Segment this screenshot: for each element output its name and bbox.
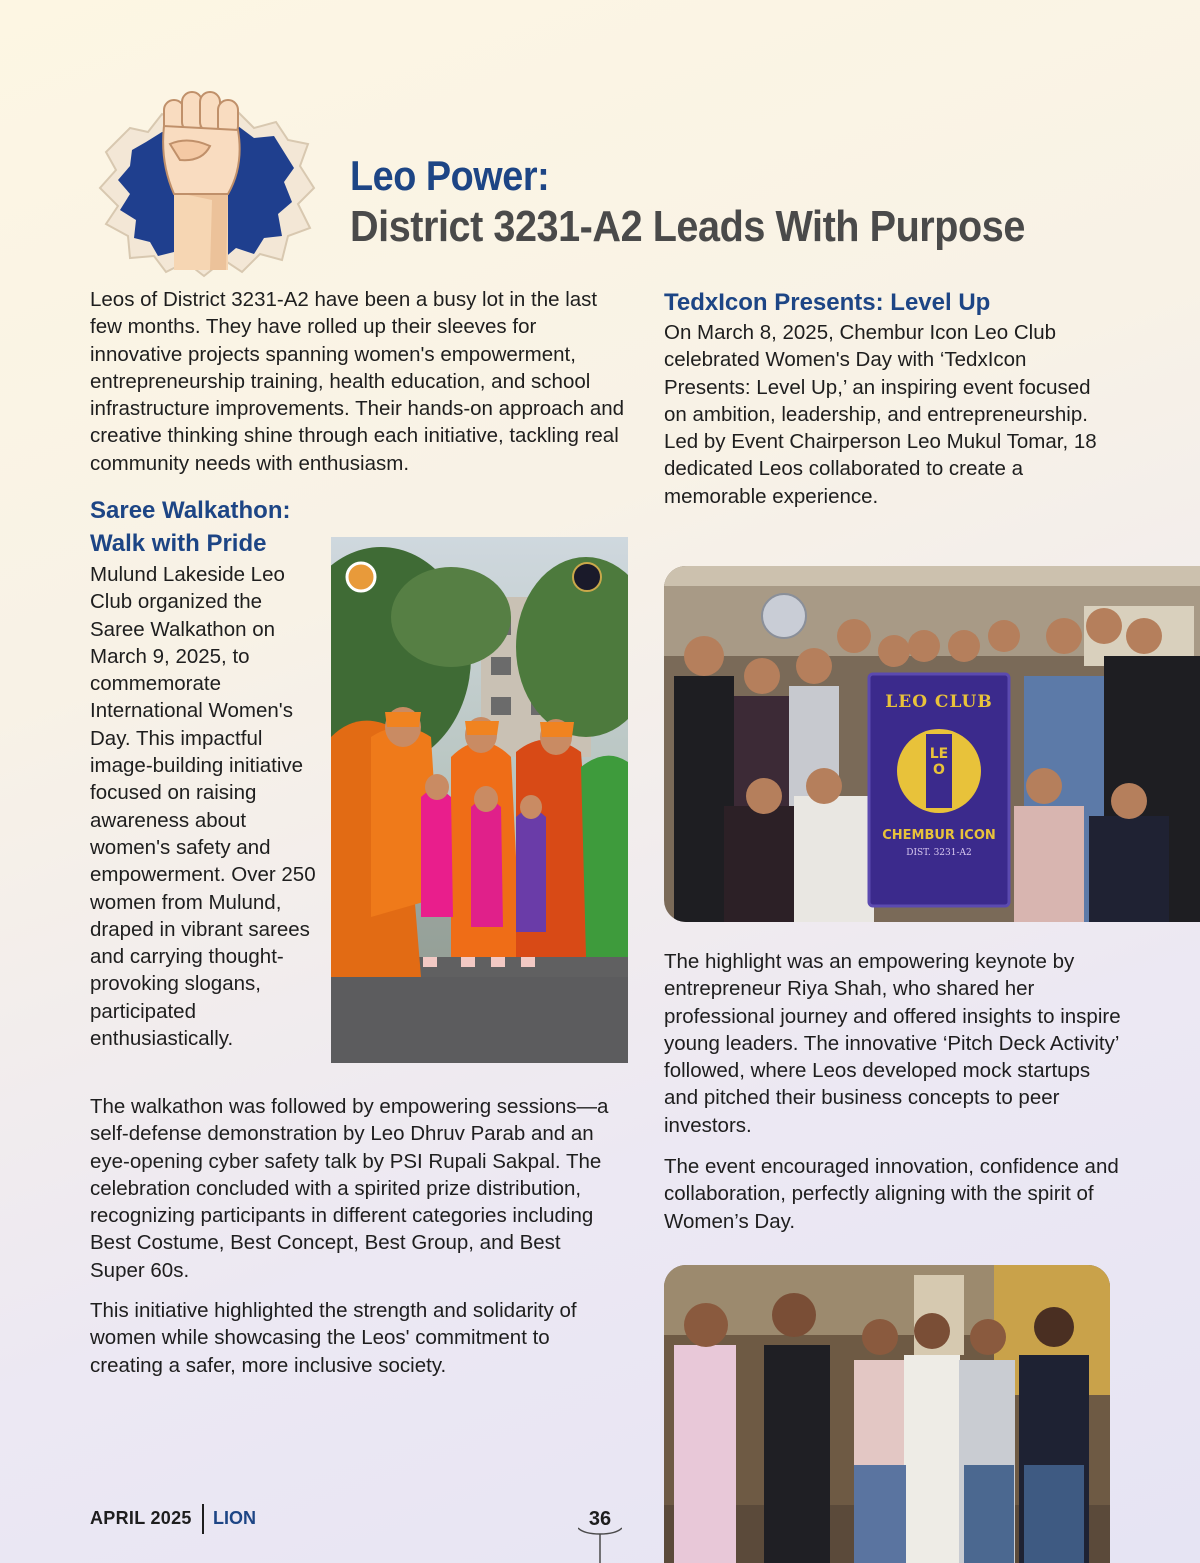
event-closing-paragraph: The event encouraged innovation, confidence and collaboration, perfectly aligning with the spirit of Women’s Day. (664, 1155, 1119, 1233)
issue-date: APRIL 2025 (90, 1508, 192, 1528)
walkathon-sessions-paragraph: The walkathon was followed by empowering sessions—a self-defense demonstration by Leo Dhruv Parab and an eye-opening cyber safety talk by PSI Rupali Sakpal. The celebration concluded with a spirited prize distribution, recognizing participants in different categories including Best Costume, Best Concept, Best Group, and Best Super 60s. (90, 1095, 609, 1282)
leo-club-banner-title: LEO CLUB (885, 692, 993, 712)
publication-name: LION (213, 1508, 256, 1528)
saree-walkathon-photo (331, 537, 628, 1063)
leo-club-banner-district: DIST. 3231-A2 (906, 848, 972, 858)
tedxicon-intro-paragraph: On March 8, 2025, Chembur Icon Leo Club celebrated Women's Day with ‘TedxIcon Presents: Level Up,’ an inspiring event focused on ambition, leadership, and entrepreneurship. Led by Event Chairperson Leo Mukul Tomar, 18 dedicated Leos collaborated to create a memorable experience. (664, 321, 1097, 508)
page-number: 36 (588, 1508, 612, 1530)
saree-walkathon-story: Mulund Lakeside Leo Club organized the Saree Walkathon on March 9, 2025, to commemorate International Women's Day. This impactful image-building initiative focused on raising awareness about women's safety and empowerment. Over 250 women from Mulund, draped in vibrant sarees and carrying thought-provoking slogans, participated enthusiastically. (90, 563, 316, 1051)
chembur-icon-group-photo (664, 566, 1200, 922)
leo-club-banner-club: CHEMBUR ICON (882, 828, 996, 843)
raised-fist-icon (78, 70, 338, 285)
page-marker-icon (578, 1526, 622, 1563)
title-line-2: District 3231-A2 Leads With Purpose (350, 202, 1025, 251)
pitch-deck-activity-photo (664, 1265, 1110, 1563)
tedxicon-heading: TedxIcon Presents: Level Up (664, 289, 991, 316)
saree-heading-line2: Walk with Pride (90, 530, 267, 557)
article-title (350, 152, 1100, 252)
keynote-paragraph: The highlight was an empowering keynote by entrepreneur Riya Shah, who shared her professional journey and offered insights to inspire young leaders. The innovative ‘Pitch Deck Activity’ followed, where Leos developed mock startups and pitched their business concepts to peer investors. (664, 950, 1121, 1137)
intro-paragraph: Leos of District 3231-A2 have been a busy lot in the last few months. They have rolled up their sleeves for innovative projects spanning women's empowerment, entrepreneurship training, health education, and school infrastructure improvements. Their hands-on approach and creative thinking shine through each initiative, tackling real community needs with enthusiasm. (90, 288, 625, 475)
saree-walkathon-heading (90, 494, 291, 560)
footer-divider (202, 1504, 204, 1534)
leo-club-banner-center: LEO (929, 746, 949, 778)
title-line-1: Leo Power: (350, 152, 550, 199)
saree-heading-line1: Saree Walkathon: (90, 497, 291, 524)
walkathon-closing-paragraph: This initiative highlighted the strength and solidarity of women while showcasing the Leos' commitment to creating a safer, more inclusive society. (90, 1299, 577, 1377)
